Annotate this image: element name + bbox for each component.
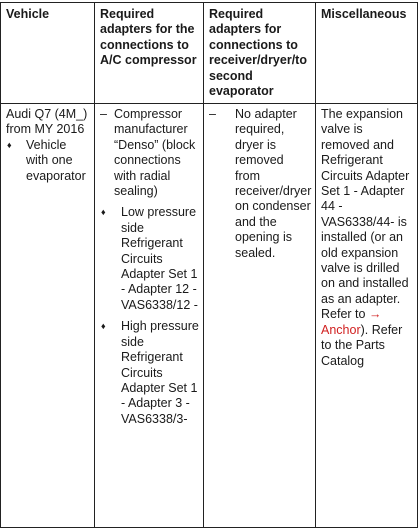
diamond-bullet-icon: ♦ bbox=[101, 207, 106, 218]
list-item bbox=[7, 138, 90, 184]
misc-text-after: ). Refer to the Parts Catalog bbox=[321, 322, 403, 368]
diamond-bullet-icon: ♦ bbox=[101, 321, 106, 332]
high-pressure-adapter: High pressure side Refrigerant Circuits Adapter Set 1 - Adapter 3 - VAS6338/3- bbox=[121, 319, 199, 426]
header-receiver-adapters: Required adapters for connections to receiver/dryer/to second evaporator bbox=[204, 3, 316, 104]
list-item bbox=[101, 205, 199, 313]
header-compressor-adapters: Required adapters for the connections to A/C compressor bbox=[95, 3, 204, 104]
dash-marker: – bbox=[100, 107, 107, 121]
misc-text: The expansion valve is removed and Refrigerant Circuits Adapter Set 1 - Adapter 44 - VAS6338/44- is installed (or an old expansion valve is drilled on and installed as an adapter. Refer to bbox=[321, 107, 410, 322]
receiver-note bbox=[209, 107, 311, 261]
adapter-table bbox=[0, 2, 418, 528]
diamond-bullet-icon: ♦ bbox=[7, 139, 12, 150]
cell-vehicle bbox=[1, 104, 95, 528]
table-row bbox=[1, 104, 418, 528]
vehicle-model: Audi Q7 (4M_) from MY 2016 bbox=[6, 107, 88, 137]
cell-compressor bbox=[95, 104, 204, 528]
receiver-text: No adapter required, dryer is removed from receiver/dryer on condenser and the opening is sealed. bbox=[235, 107, 312, 260]
cell-miscellaneous bbox=[316, 104, 418, 528]
compressor-intro bbox=[100, 107, 199, 199]
low-pressure-adapter: Low pressure side Refrigerant Circuits Adapter Set 1 - Adapter 12 - VAS6338/12 - bbox=[121, 205, 198, 312]
arrow-right-icon: → bbox=[368, 307, 382, 322]
dash-marker: – bbox=[209, 107, 216, 121]
list-item bbox=[101, 319, 199, 427]
compressor-intro-text: Compressor manufacturer “Denso” (block connections with radial sealing) bbox=[114, 107, 196, 199]
cell-receiver bbox=[204, 104, 316, 528]
header-row bbox=[1, 3, 418, 104]
header-vehicle: Vehicle bbox=[1, 3, 95, 104]
header-miscellaneous: Miscellaneous bbox=[316, 3, 418, 104]
vehicle-variant: Vehicle with one evaporator bbox=[26, 137, 86, 183]
anchor-link-label: Anchor bbox=[321, 322, 361, 337]
